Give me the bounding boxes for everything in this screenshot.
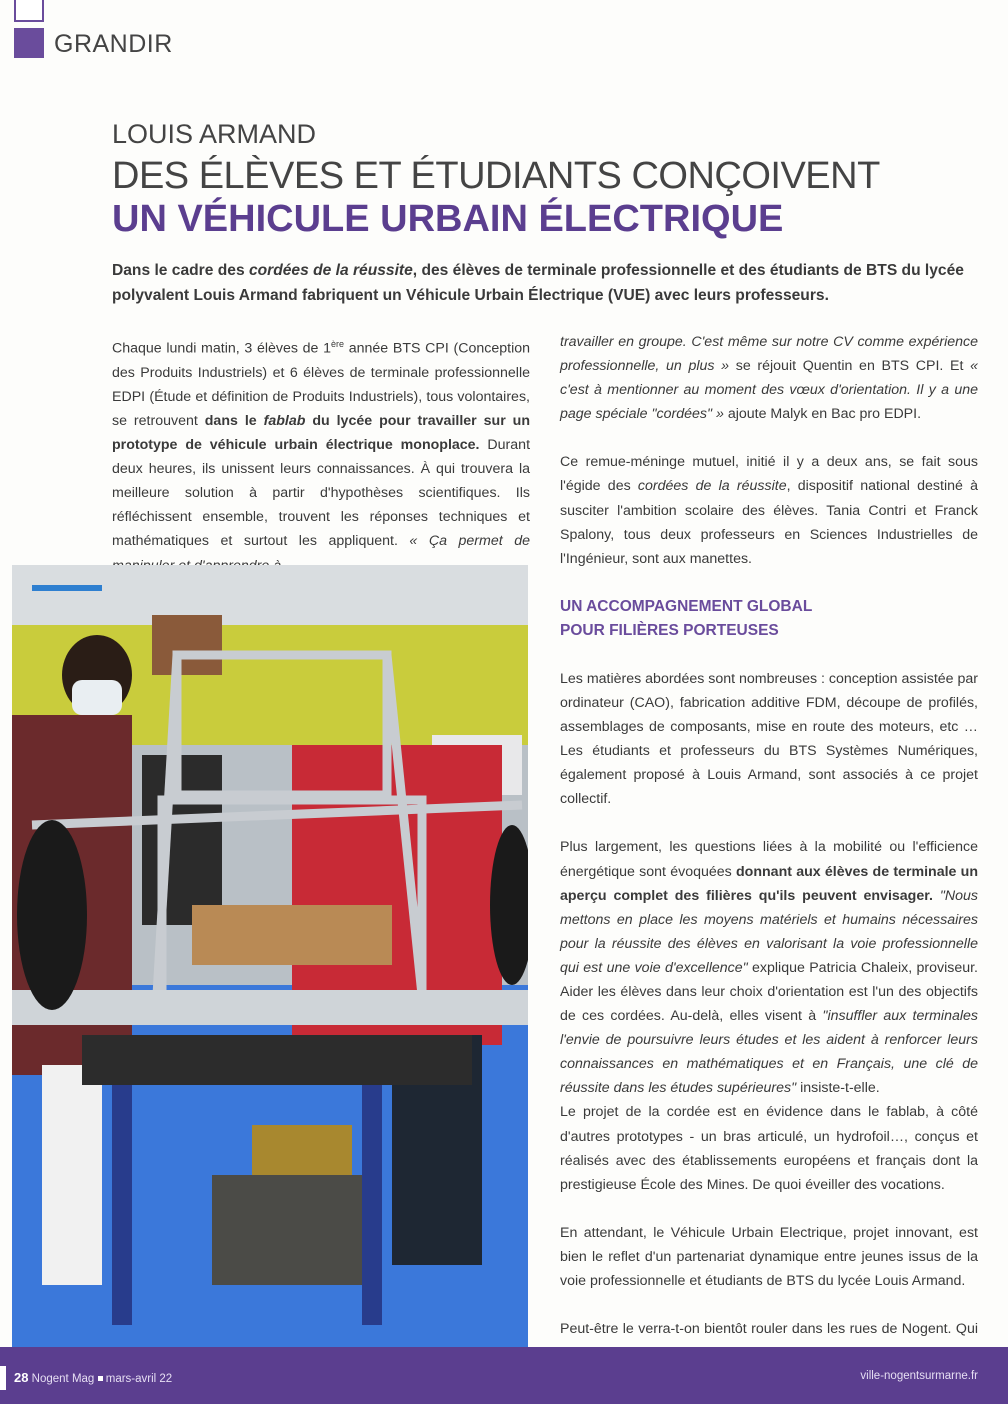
article-photo: [12, 565, 528, 1347]
website-link[interactable]: ville-nogentsurmarne.fr: [860, 1370, 978, 1382]
workshop-photo-illustration: [12, 565, 528, 1347]
lede-italic: cordées de la réussite: [248, 262, 413, 279]
lede-text-end: , des élèves de terminale professionnelle et des étudiants de BTS du lycée polyvalent Louis Armand fabriquent un Véhicule Urbain Électrique (VUE) avec leurs professeurs.: [112, 262, 964, 304]
left-column: [112, 332, 530, 578]
headline-line-1: DES ÉLÈVES ET ÉTUDIANTS CONÇOIVENT: [112, 155, 880, 197]
page-marker: [0, 1366, 6, 1390]
headline-line-2: UN VÉHICULE URBAIN ÉLECTRIQUE: [112, 198, 784, 240]
paragraph: Le projet de la cordée est en évidence dans le fablab, à côté d'autres prototypes - un bras articulé, un hydrofoil…, conçus et réalisés avec des établissements européens et français dont la prestigieuse École des Mines. De quoi éveiller des vocations.: [560, 1104, 978, 1193]
section-marker: [14, 28, 44, 58]
right-column: [560, 330, 978, 1365]
bullet-square-icon: [98, 1376, 103, 1381]
paragraph: Peut-être le verra-t-on bientôt rouler dans les rues de Nogent. Qui: [560, 1317, 978, 1365]
paragraph: travailler en groupe. C'est même sur notre CV comme expérience professionnelle, un plus » se réjouit Quentin en BTS CPI. Et « c'est à mentionner au moment des vœux d'orientation. Il y a une page spéciale "cordées" » ajoute Malyk en Bac pro EDPI.: [560, 334, 978, 423]
lede-text: Dans le cadre des: [112, 262, 249, 279]
magazine-name: Nogent Mag: [31, 1373, 95, 1385]
issue-date: mars-avril 22: [105, 1373, 173, 1385]
article-lede: [112, 258, 982, 308]
corner-frame: [14, 0, 44, 22]
paragraph: En attendant, le Véhicule Urbain Electrique, projet innovant, est bien le reflet d'un partenariat dynamique entre jeunes issus de la voie professionnelle et étudiants de BTS du lycée Louis Armand.: [560, 1224, 978, 1289]
paragraph: Plus largement, les questions liées à la mobilité ou l'efficience énergétique sont évoquées donnant aux élèves de terminale un aperçu complet des filières qu'ils peuvent envisager. "Nous mettons en place les moyens matériels et humains nécessaires pour la réussite des élèves en valorisant la voie professionnelle qui est une voie d'excellence" explique Patricia Chaleix, proviseur. Aider les élèves dans leur choix d'orientation est l'un des objectifs de ces cordées. Au-delà, elles visent à "insuffler aux terminales l'envie de poursuivre leurs études et les aident à renforcer leurs connaissances en mathématiques et en Français, une clé de réussite dans les études supérieures" insiste-t-elle.: [560, 839, 978, 1097]
section-label: GRANDIR: [54, 30, 173, 58]
paragraph: Ce remue-méninge mutuel, initié il y a deux ans, se fait sous l'égide des cordées de la réussite, dispositif national destiné à susciter l'ambition scolaire des élèves. Tania Contri et Franck Spalony, tous deux professeurs en Sciences Industrielles de l'Ingénieur, sont aux manettes.: [560, 454, 978, 567]
paragraph: Chaque lundi matin, 3 élèves de 1ère année BTS CPI (Conception des Produits Industriels) et 6 élèves de terminale professionnelle EDPI (Étude et définition de Produits Industriels), tous volontaires, se retrouvent dans le fablab du lycée pour travailler sur un prototype de véhicule urbain électrique monoplace. Durant deux heures, ils unissent leurs connaissances. À qui trouvera la meilleure solution à partir d'hypothèses scientifiques. Ils réfléchissent ensemble, trouvent les réponses techniques et mathématiques et surtout les appliquent. « Ça permet de: [112, 339, 531, 550]
article-kicker: LOUIS ARMAND: [112, 119, 317, 149]
footer-credit: [14, 1370, 172, 1385]
paragraph: Les matières abordées sont nombreuses : conception assistée par ordinateur (CAO), fabrication additive FDM, découpe de profilés, assemblages de composants, mise en route des moteurs, etc … Les étudiants et professeurs du BTS Systèmes Numériques, également proposé à Louis Armand, sont associés à ce projet collectif.: [560, 670, 978, 808]
subheading: UN ACCOMPAGNEMENT GLOBAL POUR FILIÈRES PORTEUSES: [560, 597, 813, 639]
page-number: 28: [14, 1370, 29, 1385]
